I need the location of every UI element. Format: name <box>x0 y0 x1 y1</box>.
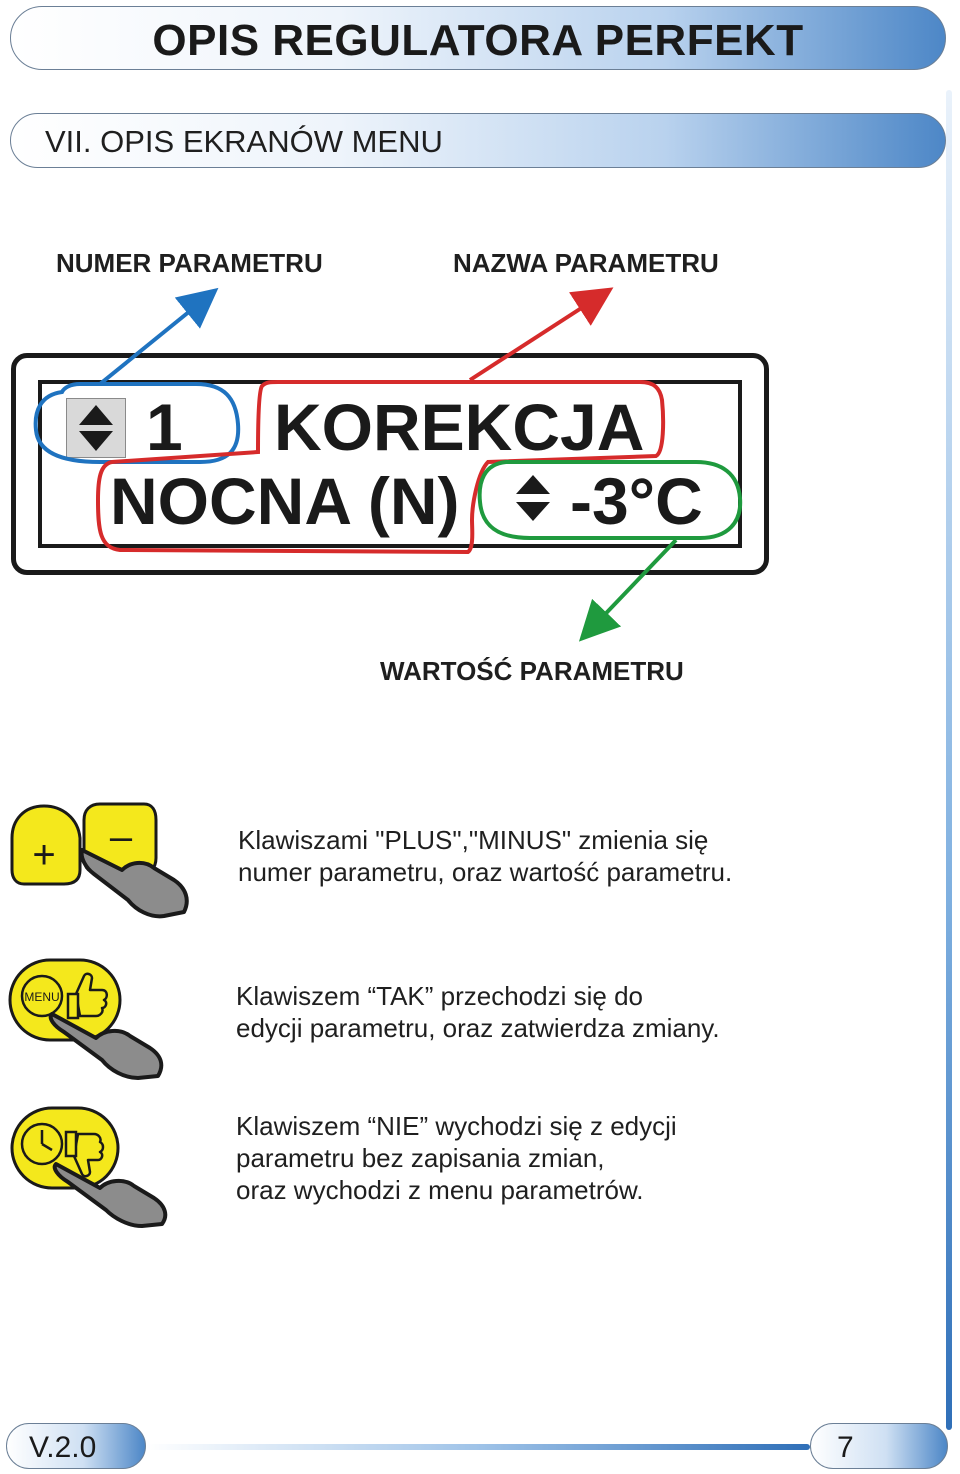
label-param-value: WARTOŚĆ PARAMETRU <box>380 656 684 686</box>
lcd-param-name-line1: KOREKCJA <box>274 390 645 464</box>
number-marker <box>36 384 239 462</box>
key3-line2: parametru bez zapisania zmian, <box>236 1143 605 1173</box>
key1-line2: numer parametru, oraz wartość parametru. <box>238 857 733 887</box>
key2-line2: edycji parametru, oraz zatwierdza zmiany. <box>236 1013 720 1043</box>
key1-description <box>238 824 732 888</box>
number-arrow <box>100 298 206 384</box>
menu-label: MENU <box>24 990 60 1004</box>
name-marker <box>98 382 663 552</box>
diagram-markers <box>0 0 960 700</box>
key1-line1: Klawiszami "PLUS","MINUS" zmienia się <box>238 825 709 855</box>
footer-rule <box>146 1444 810 1450</box>
minus-symbol: – <box>109 815 133 859</box>
key3-line3: oraz wychodzi z menu parametrów. <box>236 1175 644 1205</box>
name-arrow <box>470 296 600 380</box>
plus-symbol: + <box>32 833 56 877</box>
clock-thumbs-down-key-icon <box>8 1104 172 1228</box>
clock-icon <box>22 1124 62 1164</box>
key3-line1: Klawiszem “NIE” wychodzi się z edycji <box>236 1111 677 1141</box>
page-number: 7 <box>837 1431 854 1464</box>
value-marker <box>480 462 741 538</box>
footer-page-badge <box>810 1423 948 1469</box>
value-arrow <box>590 540 676 630</box>
lcd-param-name-line2: NOCNA (N) <box>110 464 460 538</box>
key2-description <box>236 980 720 1044</box>
lcd-param-number: 1 <box>146 390 183 464</box>
menu-thumbs-up-key-icon <box>6 956 166 1080</box>
section-title: VII. OPIS EKRANÓW MENU <box>45 124 443 159</box>
page-title: OPIS REGULATORA PERFEKT <box>152 16 804 65</box>
label-param-name: NAZWA PARAMETRU <box>453 248 719 278</box>
plus-minus-keys-icon <box>4 798 194 922</box>
key2-line1: Klawiszem “TAK” przechodzi się do <box>236 981 643 1011</box>
label-param-number: NUMER PARAMETRU <box>56 248 323 278</box>
lcd-param-value: -3°C <box>570 464 703 538</box>
footer-version-badge <box>6 1423 146 1469</box>
version-label: V.2.0 <box>29 1431 97 1464</box>
key3-description <box>236 1110 677 1206</box>
